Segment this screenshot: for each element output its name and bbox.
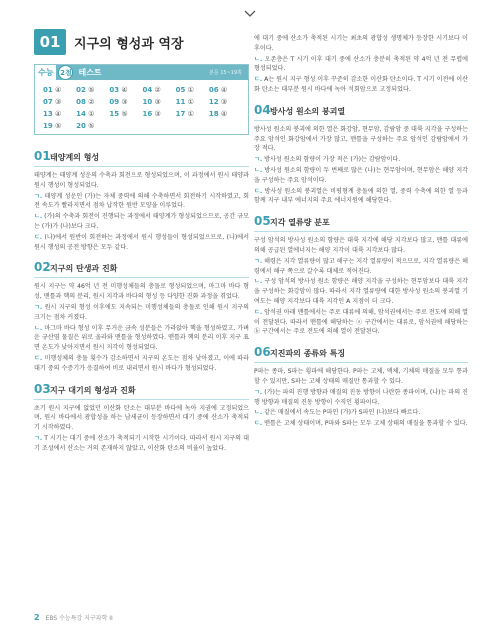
section-title: 태양계의 형성: [50, 153, 100, 162]
paragraph-text: 구성 암석의 방사성 원소 함량은 해양 지각을 구성하는 현무암보다 대륙 지각을 구성하는 화강암이 많다. 따라서 지각 열류량에 대한 방사성 원소의 붕괴열 기여도는 해양 지각보다 대륙 지각인 A 지점이 더 크다.: [254, 278, 468, 305]
chapter-title: 지구의 형성과 역장: [74, 36, 184, 52]
answer-choice: ③: [121, 98, 128, 106]
explanation-paragraph: [34, 354, 249, 374]
paragraph-text: T 시기는 대기 중에 산소가 축적되기 시작한 시기이다. 따라서 원시 지구의 대기 조성에서 산소는 거의 존재하지 않았고, 이산화 탄소의 비율이 높았다.: [34, 434, 249, 452]
section-header: [254, 103, 468, 117]
explanation-paragraph: [254, 367, 468, 387]
answer-choice: ④: [220, 86, 228, 94]
answer-choice: ③: [220, 98, 228, 106]
answer-item: [43, 122, 76, 130]
paragraph-text: (가)는 파의 진행 방향과 매질의 진동 방향이 나란한 종파이며, (나)는 파의 진행 방향과 매질의 진동 방향이 수직인 횡파이다.: [254, 388, 469, 406]
answer-choice: ①: [187, 98, 194, 106]
test-level-badge: 2점: [58, 65, 73, 80]
answer-choice: ②: [88, 98, 95, 106]
question-number: 13: [43, 110, 53, 118]
choice-marker: ㄷ.: [34, 354, 43, 362]
section-number: 05: [254, 214, 271, 229]
answer-key-header: [35, 65, 248, 80]
answer-item: [76, 86, 109, 94]
answer-item: [43, 110, 76, 118]
section-divider: [34, 277, 249, 278]
page-number: 2: [34, 613, 40, 622]
explanation-paragraph: [34, 233, 249, 253]
question-number: 14: [76, 110, 86, 118]
explanation-paragraph: [254, 308, 468, 337]
explanation-paragraph: [254, 257, 468, 277]
paragraph-text: 방사성 원소의 붕괴에 의한 열은 화강암, 현무암, 감람암 중 대륙 지각을 구성하는 주요 암석인 화강암에서 가장 많고, 맨틀을 구성하는 주요 암석인 감람암에서 가장 적다.: [254, 125, 468, 153]
right-column: [254, 34, 468, 437]
page-footer: [34, 613, 113, 622]
section-header: [34, 260, 249, 274]
paragraph-text: 방사성 원소의 붕괴열은 비평형계 충돌에 의한 열, 중력 수축에 의한 열 등과 함께 지구 내부 에너지의 주요 에너지원에 해당한다.: [254, 187, 469, 205]
left-explanations: [34, 149, 249, 454]
paragraph-text: 마그마 바다 형성 이후 무거운 금속 성분들은 가라앉아 핵을 형성하였고, 가벼운 규산염 물질은 위로 올라와 맨틀을 형성하였다. 맨틀과 핵의 분리 이후 지구 표면 온도가 낮아지면서 원시 지각이 형성되었다.: [34, 324, 250, 352]
question-number: 08: [76, 98, 86, 106]
explanation-section: [34, 149, 249, 252]
choice-marker: ㄷ.: [254, 308, 263, 316]
explanation-paragraph: [254, 419, 468, 429]
answer-choice: ④: [54, 86, 62, 94]
answer-item: [109, 110, 142, 118]
explanation-section: [254, 103, 468, 206]
explanation-paragraph: [254, 55, 468, 75]
explanation-paragraph: [34, 282, 249, 302]
answer-choice: ⑤: [121, 110, 128, 118]
choice-marker: ㄴ.: [34, 324, 43, 332]
book-title: EBS 수능특강 지구과학 II: [45, 615, 113, 622]
section-title: 지구 대기의 형성과 진화: [50, 385, 136, 395]
test-tab: 수능: [35, 65, 56, 80]
answer-item: [76, 122, 109, 130]
question-number: 06: [208, 86, 219, 94]
answer-choice: ③: [54, 98, 62, 106]
explanation-paragraph: [254, 388, 468, 408]
paragraph-text: 태양계 성운인 (가)는 자체 중력에 의해 수축하면서 회전하기 시작하였고, 회전 속도가 빨라지면서 점차 납작한 원반 모양을 이루었다.: [34, 192, 249, 210]
section-number: 02: [34, 260, 51, 275]
answer-item: [209, 98, 242, 106]
choice-marker: ㄴ.: [254, 55, 263, 63]
section-title: 방사성 원소의 붕괴열: [270, 106, 346, 116]
explanation-paragraph: [34, 212, 249, 232]
answer-item: [43, 86, 76, 94]
choice-marker: ㄱ.: [34, 434, 43, 442]
answer-item: [143, 86, 176, 94]
paragraph-text: 미행성체의 충돌 횟수가 감소하면서 지구의 온도는 점차 낮아졌고, 이에 따라 대기 중의 수증기가 응결하여 비로 내리면서 원시 바다가 형성되었다.: [34, 354, 250, 372]
explanation-section: [254, 34, 468, 95]
chapter-header: [34, 28, 249, 56]
answer-choice: ③: [154, 110, 161, 118]
paragraph-text: 태양계는 태양계 성운의 수축과 회전으로 형성되었으며, 이 과정에서 원시 태양과 원시 행성이 형성되었다.: [34, 172, 249, 189]
question-number: 02: [76, 86, 86, 94]
answer-item: [209, 86, 242, 94]
question-number: 15: [109, 110, 120, 118]
choice-marker: ㄴ.: [254, 409, 263, 417]
section-divider: [254, 120, 468, 121]
answer-choice: ①: [88, 110, 95, 118]
answer-item: [109, 86, 142, 94]
paragraph-text: (가)의 수축과 회전이 진행되는 과정에서 태양계가 형성되었으므로, 공간 규모는 (가)가 (나)보다 크다.: [34, 213, 250, 230]
explanation-paragraph: [34, 434, 249, 454]
section-divider: [254, 231, 468, 232]
explanation-paragraph: [254, 408, 468, 418]
paragraph-text: A는 원시 지구 형성 이후 꾸준히 감소한 이산화 탄소이다. T 시기 이전에 이산화 탄소는 대부분 원시 바다에 녹아 석회암으로 고정되었다.: [254, 76, 468, 93]
explanation-section: [34, 260, 249, 373]
right-explanations: [254, 34, 468, 429]
paragraph-text: P파는 종파, S파는 횡파에 해당한다. P파는 고체, 액체, 기체의 매질을 모두 통과할 수 있지만, S파는 고체 상태의 매질만 통과할 수 있다.: [254, 368, 468, 385]
answer-item: [143, 98, 176, 106]
choice-marker: ㄴ.: [254, 166, 263, 174]
section-title: 지각 열류량 분포: [270, 218, 330, 228]
answer-choice: ④: [121, 86, 128, 94]
section-divider: [254, 362, 468, 363]
answer-choice: ③: [154, 98, 161, 106]
choice-marker: ㄴ.: [254, 278, 263, 286]
choice-marker: ㄴ.: [34, 213, 43, 221]
paragraph-text: (나)에서 원반이 회전하는 과정에서 원시 행성들이 형성되었으므로, (나)에서 원시 행성의 공전 방향은 모두 같다.: [34, 233, 249, 251]
left-column: [34, 28, 249, 462]
question-number: 07: [43, 98, 53, 106]
answer-item: [109, 98, 142, 106]
question-number: 03: [109, 86, 120, 94]
question-number: 05: [175, 86, 186, 94]
explanation-paragraph: [254, 187, 468, 207]
explanation-paragraph: [34, 404, 249, 433]
question-number: 19: [43, 122, 53, 130]
answer-choice: ②: [154, 86, 161, 94]
question-number: 16: [142, 110, 153, 118]
explanation-paragraph: [254, 166, 468, 186]
answer-item: [176, 98, 209, 106]
answer-item: [176, 86, 209, 94]
paragraph-text: 방사성 원소의 함량이 두 번째로 많은 (나)는 현무암이며, 현무암은 해양 지각을 구성하는 주요 암석이다.: [254, 166, 468, 184]
explanation-section: [34, 382, 249, 454]
explanation-paragraph: [254, 34, 468, 54]
explanation-paragraph: [254, 155, 468, 165]
section-number: 01: [34, 149, 51, 163]
explanation-paragraph: [254, 236, 468, 256]
question-number: 10: [142, 98, 153, 106]
answer-choice: ④: [220, 110, 228, 118]
question-number: 01: [43, 86, 53, 94]
explanation-paragraph: [34, 171, 249, 191]
choice-marker: ㄱ.: [34, 303, 43, 311]
section-header: [34, 149, 249, 163]
paragraph-text: 방사성 원소의 함량이 가장 적은 (가)는 감람암이다.: [264, 156, 401, 164]
choice-marker: ㄱ.: [254, 257, 263, 265]
answer-choice: ④: [54, 110, 62, 118]
fold-mark-icon: [244, 10, 256, 18]
explanation-paragraph: [34, 192, 249, 212]
paragraph-text: 해령은 지각 열류량이 많고 해구는 지각 열류량이 적으므로, 지각 열류량은 해령에서 해구 쪽으로 갈수록 대체로 적어진다.: [254, 257, 469, 275]
answer-key-box: [34, 64, 249, 135]
question-number: 20: [76, 122, 86, 130]
chapter-number: 01: [34, 29, 66, 55]
question-number: 12: [208, 98, 219, 106]
choice-marker: ㄷ.: [254, 187, 263, 195]
paragraph-text: 초기 원시 지구에 없었던 이산화 탄소는 대부분 바다에 녹아 지권에 고정되었으며, 원시 바다에서 광합성을 하는 남세균이 등장하면서 대기 중에 산소가 축적되기 시작하였다.: [34, 404, 249, 432]
section-divider: [34, 399, 249, 400]
answer-item: [76, 98, 109, 106]
choice-marker: ㄱ.: [34, 192, 43, 200]
answer-item: [143, 110, 176, 118]
paragraph-text: 구성 암석의 방사성 원소의 함량은 대륙 지각에 해당 지각보다 많고, 맨틀 대류에 의해 공급된 열에너지는 해양 지각이 대륙 지각보다 많다.: [254, 237, 468, 254]
section-header: [34, 382, 249, 396]
answer-choice: ⑤: [88, 86, 95, 94]
choice-marker: ㄱ.: [254, 156, 263, 164]
question-number: 04: [142, 86, 153, 94]
answer-choice: ⑤: [54, 122, 62, 130]
section-number: 03: [34, 381, 51, 396]
answer-item: [176, 110, 209, 118]
choice-marker: ㄷ.: [254, 76, 263, 84]
paragraph-text: 원시 지구의 형성 이후에도 지속되는 미행성체들의 충돌로 인해 원시 지구의 크기는 점차 커졌다.: [34, 303, 250, 321]
section-number: 04: [254, 102, 271, 117]
paragraph-text: 맨틀은 고체 상태이며, P파와 S파는 모두 고체 상태의 매질을 통과할 수 있다.: [264, 420, 468, 428]
test-page-ref: 본문 15~19쪽: [209, 70, 242, 76]
paragraph-text: 암석권 아래 맨틀에서는 주로 대류에 의해, 암석권에서는 주로 전도에 의해 열이 전달된다. 따라서 맨틀에 해당하는 ⓐ 구간에서는 대류로, 암석권에 해당하는 ⓑ 구간에서는 주로 전도에 의해 열이 전달된다.: [254, 308, 469, 336]
choice-marker: ㄱ.: [254, 388, 263, 396]
paragraph-text: 원시 지구는 약 46억 년 전 미행성체들의 충돌로 형성되었으며, 마그마 바다 형성, 맨틀과 핵의 분리, 원시 지각과 바다의 형성 등 다양한 진화 과정을 겪었다.: [34, 283, 249, 301]
answer-choice: ①: [187, 86, 194, 94]
explanation-paragraph: [34, 303, 249, 323]
explanation-section: [254, 345, 468, 429]
answer-item: [76, 110, 109, 118]
answer-item: [43, 98, 76, 106]
section-header: [254, 345, 468, 359]
choice-marker: ㄷ.: [254, 420, 263, 428]
explanation-paragraph: [254, 277, 468, 306]
section-number: 06: [254, 345, 271, 360]
section-header: [254, 214, 468, 228]
answer-choice: ⑤: [88, 122, 95, 130]
section-title: 지구의 탄생과 진화: [50, 264, 118, 274]
section-title: 지진파의 종류와 특징: [270, 349, 346, 359]
explanation-paragraph: [254, 75, 468, 95]
question-number: 18: [208, 110, 219, 118]
paragraph-text: 오존층은 T 시기 이후 대기 중에 산소가 충분히 축적된 약 4억 년 전 무렵에 형성되었다.: [254, 55, 469, 73]
paragraph-text: 에 대기 중에 산소가 축적된 시기는 최초의 광합성 생명체가 등장한 시기보다 이후이다.: [254, 35, 468, 52]
choice-marker: ㄷ.: [34, 233, 43, 241]
answer-grid: [35, 80, 248, 134]
test-label: 테스트: [78, 68, 102, 77]
question-number: 11: [175, 98, 186, 106]
answer-item: [209, 110, 242, 118]
explanation-paragraph: [254, 125, 468, 154]
explanation-paragraph: [34, 324, 249, 353]
explanation-section: [254, 214, 468, 337]
question-number: 17: [175, 110, 186, 118]
section-divider: [34, 166, 249, 167]
answer-choice: ①: [187, 110, 194, 118]
question-number: 09: [109, 98, 120, 106]
paragraph-text: 같은 매질에서 속도는 P파인 (가)가 S파인 (나)보다 빠르다.: [264, 409, 421, 417]
